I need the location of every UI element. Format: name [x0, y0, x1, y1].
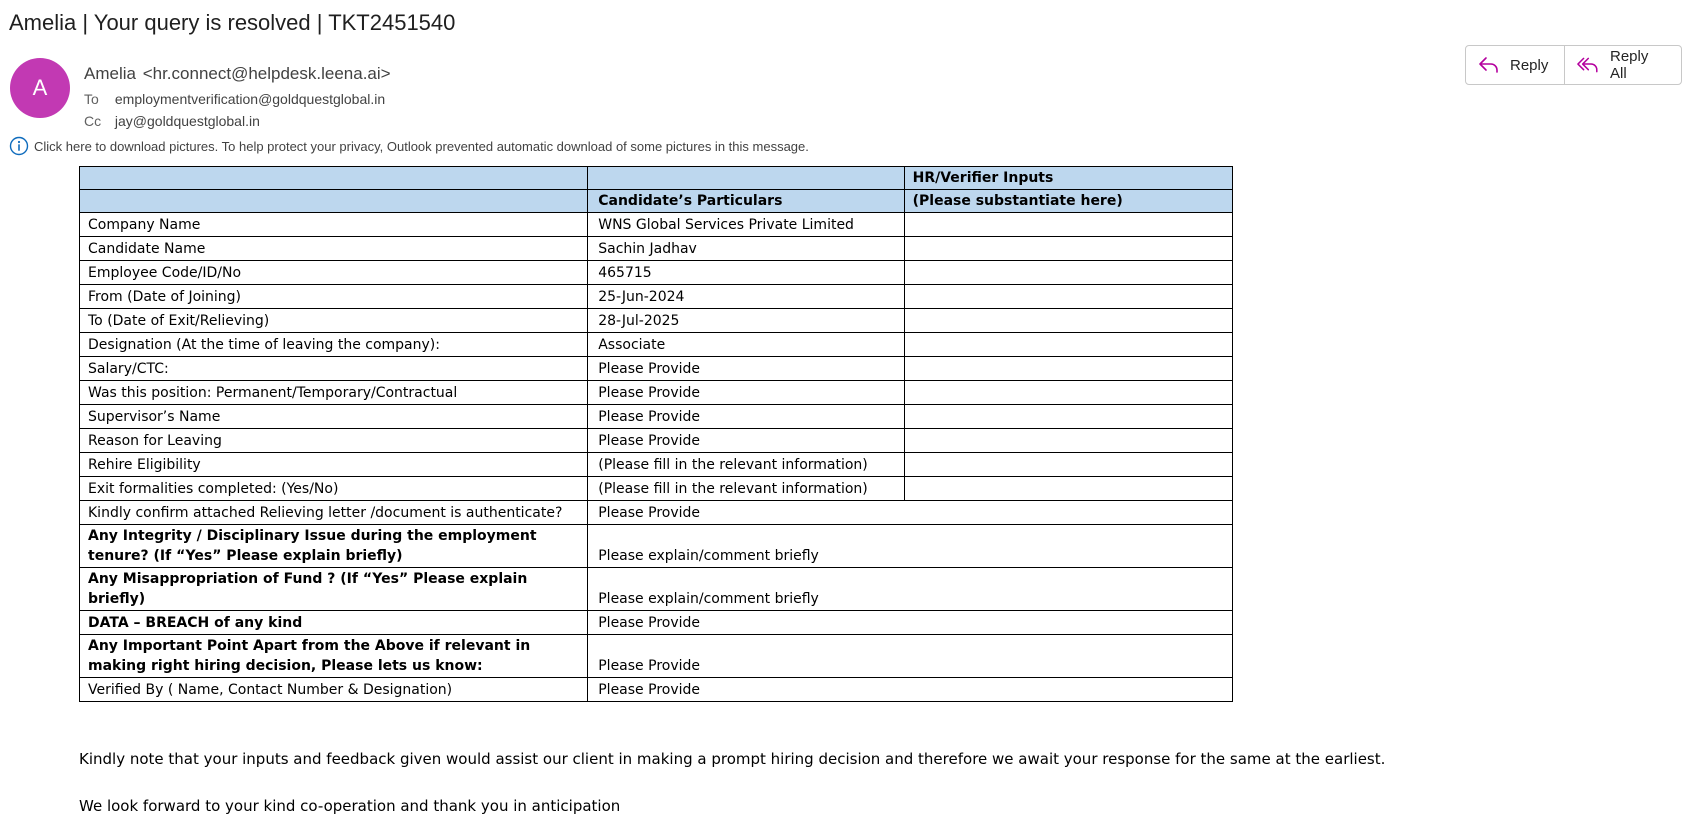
row-value: Please Provide [588, 635, 1233, 678]
download-pictures-text: Click here to download pictures. To help protect your privacy, Outlook prevented automatic download of some pictures in this message. [34, 138, 809, 154]
row-verifier-input [904, 453, 1232, 477]
row-value: Sachin Jadhav [588, 237, 904, 261]
row-label: Reason for Leaving [80, 429, 588, 453]
table-row [80, 678, 1233, 702]
table-row [80, 237, 1233, 261]
cc-address[interactable]: jay@goldquestglobal.in [114, 113, 260, 129]
table-row [80, 501, 1233, 525]
row-value: (Please fill in the relevant information) [588, 453, 904, 477]
row-label: Company Name [80, 213, 588, 237]
row-label: Kindly confirm attached Relieving letter /document is authenticate? [80, 501, 588, 525]
row-label: From (Date of Joining) [80, 285, 588, 309]
row-value: Please Provide [588, 501, 1233, 525]
header-cell-empty [80, 167, 588, 190]
table-row [80, 333, 1233, 357]
header-hr-verifier-inputs: HR/Verifier Inputs [904, 167, 1232, 190]
row-value: 28-Jul-2025 [588, 309, 904, 333]
row-verifier-input [904, 333, 1232, 357]
email-subject: Amelia | Your query is resolved | TKT2451540 [9, 10, 456, 35]
verification-table [79, 166, 1233, 702]
row-value: Please Provide [588, 405, 904, 429]
info-circle-icon [9, 136, 29, 156]
row-value: Please Provide [588, 381, 904, 405]
table-row [80, 357, 1233, 381]
row-verifier-input [904, 429, 1232, 453]
table-row [80, 453, 1233, 477]
row-value: Please Provide [588, 429, 904, 453]
cc-label: Cc [84, 113, 102, 129]
table-row [80, 285, 1233, 309]
row-label: Candidate Name [80, 237, 588, 261]
row-label: Any Important Point Apart from the Above if relevant in making right hiring decision, Please lets us know: [80, 635, 588, 678]
row-value: (Please fill in the relevant information) [588, 477, 904, 501]
row-verifier-input [904, 477, 1232, 501]
table-row [80, 635, 1233, 678]
header-candidate-particulars: Candidate’s Particulars [588, 190, 904, 213]
row-verifier-input [904, 381, 1232, 405]
row-verifier-input [904, 261, 1232, 285]
row-value: Please explain/comment briefly [588, 525, 1233, 568]
avatar-initial: A [32, 75, 48, 100]
row-label: Employee Code/ID/No [80, 261, 588, 285]
sender-avatar[interactable] [10, 58, 70, 118]
reply-all-arrow-icon [1577, 55, 1600, 75]
row-label: To (Date of Exit/Relieving) [80, 309, 588, 333]
to-label: To [84, 91, 99, 107]
table-row [80, 381, 1233, 405]
row-value: Please Provide [588, 678, 1233, 702]
table-row [80, 611, 1233, 635]
row-verifier-input [904, 285, 1232, 309]
row-value: WNS Global Services Private Limited [588, 213, 904, 237]
row-verifier-input [904, 213, 1232, 237]
row-label: Salary/CTC: [80, 357, 588, 381]
closing-paragraph-2: We look forward to your kind co-operation and thank you in anticipation [79, 797, 621, 815]
row-verifier-input [904, 309, 1232, 333]
download-pictures-bar[interactable] [9, 136, 809, 156]
table-row [80, 405, 1233, 429]
table-row [80, 568, 1233, 611]
row-value: 465715 [588, 261, 904, 285]
closing-paragraph-1: Kindly note that your inputs and feedback given would assist our client in making a prompt hiring decision and therefore we await your response for the same at the earliest. [79, 750, 1386, 768]
table-row [80, 261, 1233, 285]
reply-label: Reply [1510, 56, 1549, 74]
sender-address: <hr.connect@helpdesk.leena.ai> [142, 64, 391, 83]
row-label: Designation (At the time of leaving the company): [80, 333, 588, 357]
table-header-row-1 [80, 167, 1233, 190]
sender-line[interactable] [84, 64, 391, 84]
reply-button[interactable] [1466, 46, 1564, 84]
row-label: Rehire Eligibility [80, 453, 588, 477]
reply-arrow-icon [1478, 55, 1500, 75]
header-cell-empty [80, 190, 588, 213]
reply-all-label: Reply All [1609, 48, 1649, 82]
table-row [80, 477, 1233, 501]
row-label: Any Integrity / Disciplinary Issue during the employment tenure? (If “Yes” Please explain briefly) [80, 525, 588, 568]
header-substantiate: (Please substantiate here) [904, 190, 1232, 213]
table-header-row-2 [80, 190, 1233, 213]
row-label: Supervisor’s Name [80, 405, 588, 429]
reply-all-button[interactable] [1564, 46, 1681, 84]
row-value: Please Provide [588, 611, 1233, 635]
header-cell-empty [588, 167, 904, 190]
row-value: Associate [588, 333, 904, 357]
to-address[interactable]: employmentverification@goldquestglobal.in [114, 91, 386, 107]
row-label: Exit formalities completed: (Yes/No) [80, 477, 588, 501]
row-label: Any Misappropriation of Fund ? (If “Yes” Please explain briefly) [80, 568, 588, 611]
row-verifier-input [904, 357, 1232, 381]
table-row [80, 429, 1233, 453]
reply-actions [1465, 45, 1682, 85]
row-value: Please explain/comment briefly [588, 568, 1233, 611]
row-label: Was this position: Permanent/Temporary/Contractual [80, 381, 588, 405]
row-value: Please Provide [588, 357, 904, 381]
row-label: Verified By ( Name, Contact Number & Designation) [80, 678, 588, 702]
row-value: 25-Jun-2024 [588, 285, 904, 309]
row-verifier-input [904, 237, 1232, 261]
to-recipients [84, 91, 385, 107]
row-label: DATA – BREACH of any kind [80, 611, 588, 635]
cc-recipients [84, 113, 260, 129]
table-row [80, 309, 1233, 333]
table-row [80, 213, 1233, 237]
row-verifier-input [904, 405, 1232, 429]
sender-name[interactable]: Amelia [84, 64, 136, 83]
table-row [80, 525, 1233, 568]
